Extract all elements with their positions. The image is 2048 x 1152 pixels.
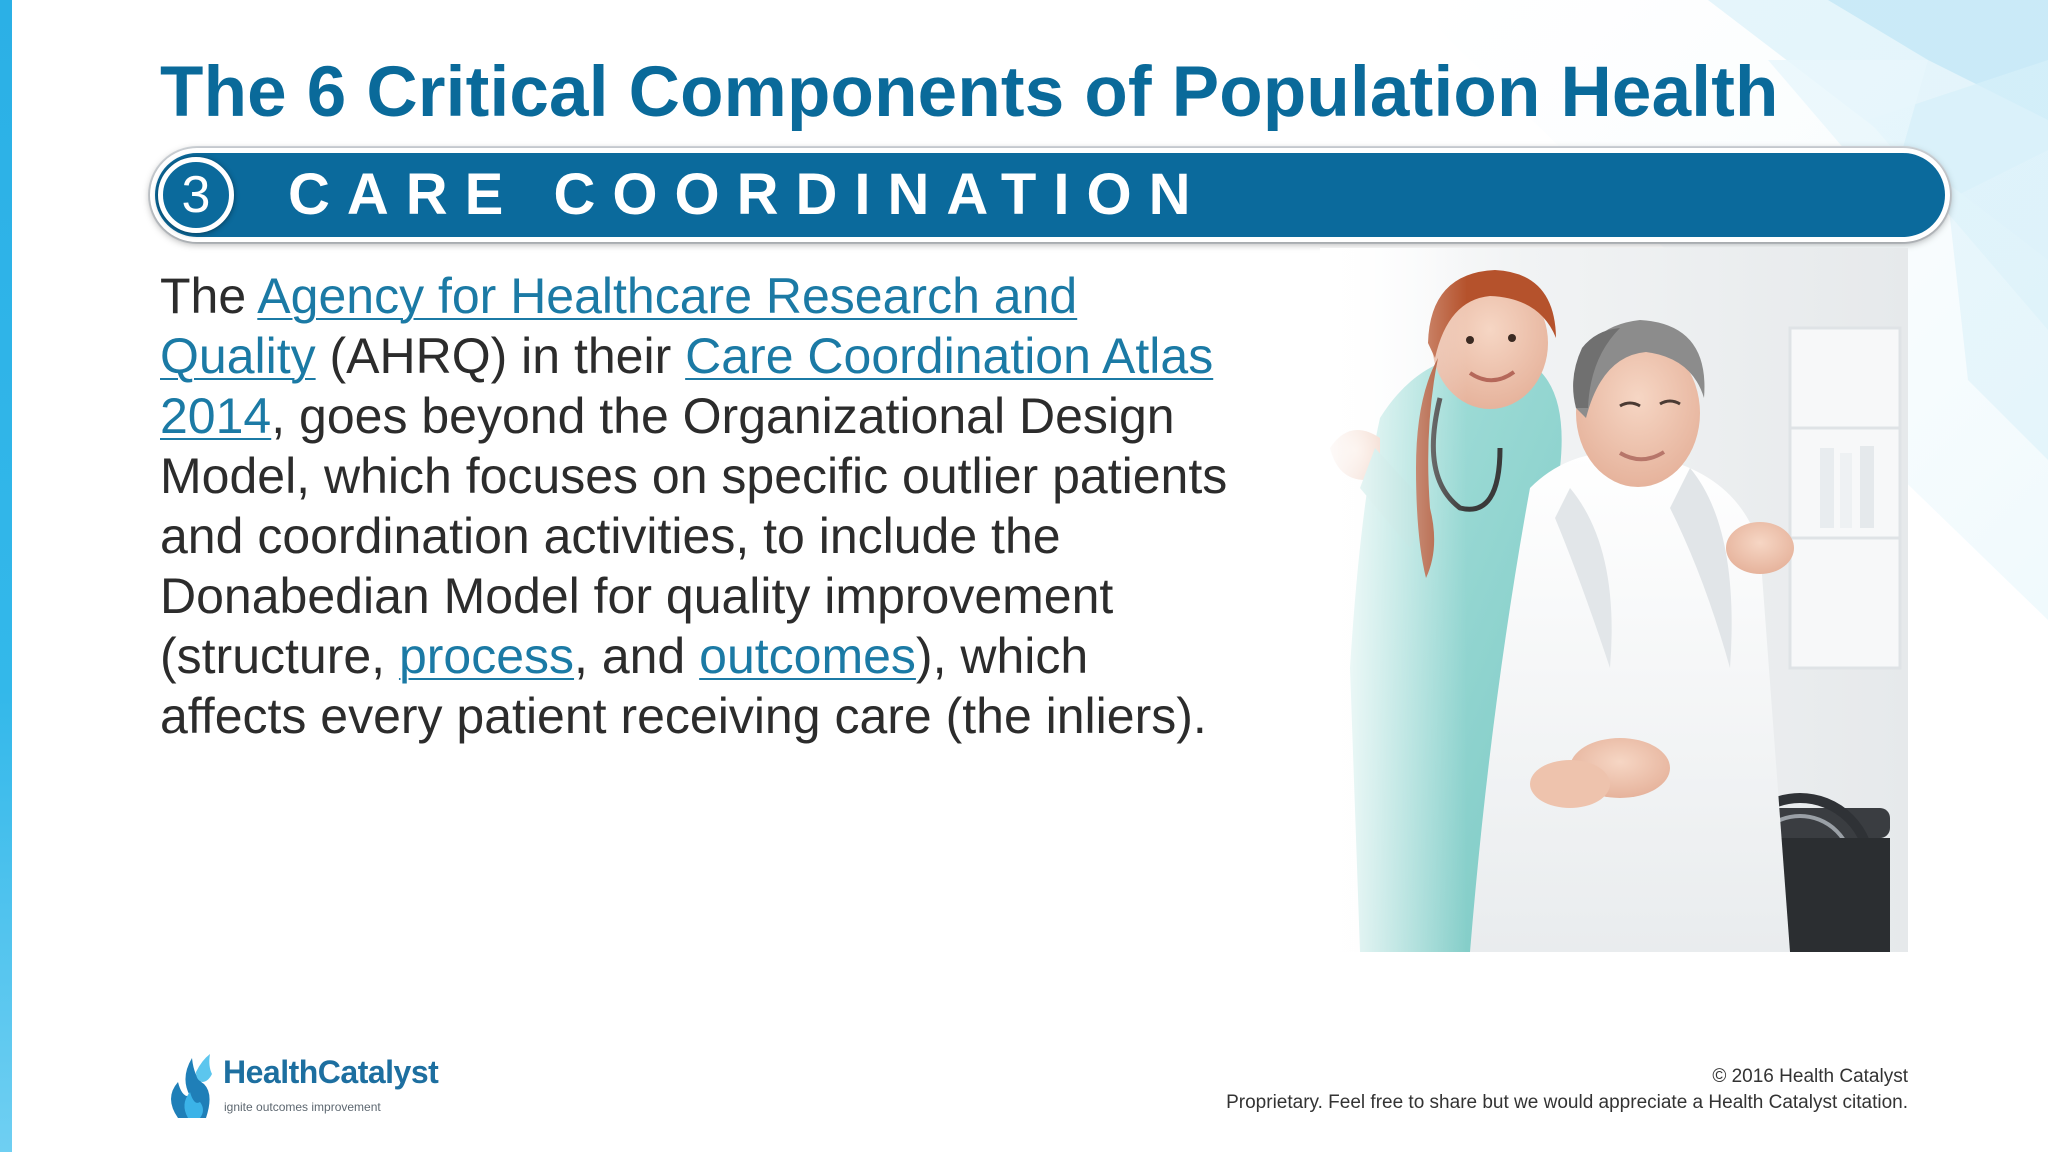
logo-wordmark-health: Health (223, 1054, 318, 1090)
copyright-text: © 2016 Health Catalyst (1712, 1066, 1908, 1087)
flame-icon (168, 1052, 218, 1122)
health-catalyst-logo (168, 1052, 468, 1122)
left-accent-bar (0, 0, 12, 1152)
body-text-segment: The (160, 268, 258, 324)
section-number-badge: 3 (158, 157, 234, 233)
slide-title: The 6 Critical Components of Population Health (160, 53, 1779, 132)
logo-tagline: ignite outcomes improvement (224, 1100, 381, 1114)
link-process[interactable]: process (398, 628, 575, 684)
body-text-segment: (AHRQ) in their (315, 328, 686, 384)
section-label: CARE COORDINATION (288, 162, 1208, 227)
logo-wordmark-catalyst: Catalyst (317, 1054, 439, 1090)
link-care-coordination-atlas[interactable]: Care Coordination Atlas 2014 (160, 328, 1214, 444)
link-ahrq[interactable]: Agency for Healthcare Research and Quality (160, 268, 1078, 384)
logo-wordmark (223, 1054, 438, 1091)
body-text-segment: , and (574, 628, 700, 684)
disclaimer-text: Proprietary. Feel free to share but we would appreciate a Health Catalyst citation. (1226, 1092, 1908, 1113)
link-outcomes[interactable]: outcomes (699, 628, 916, 684)
nurse-and-patient-photo (1320, 248, 1908, 952)
body-text-segment: , goes beyond the Organizational Design Model, which focuses on specific outlier patients and coordination activities, to include the Donabedian Model for quality improvement (structure, (160, 388, 1228, 684)
body-text-segment: ), which affects every patient receiving care (the inliers). (160, 628, 1207, 744)
body-paragraph (160, 266, 1240, 746)
